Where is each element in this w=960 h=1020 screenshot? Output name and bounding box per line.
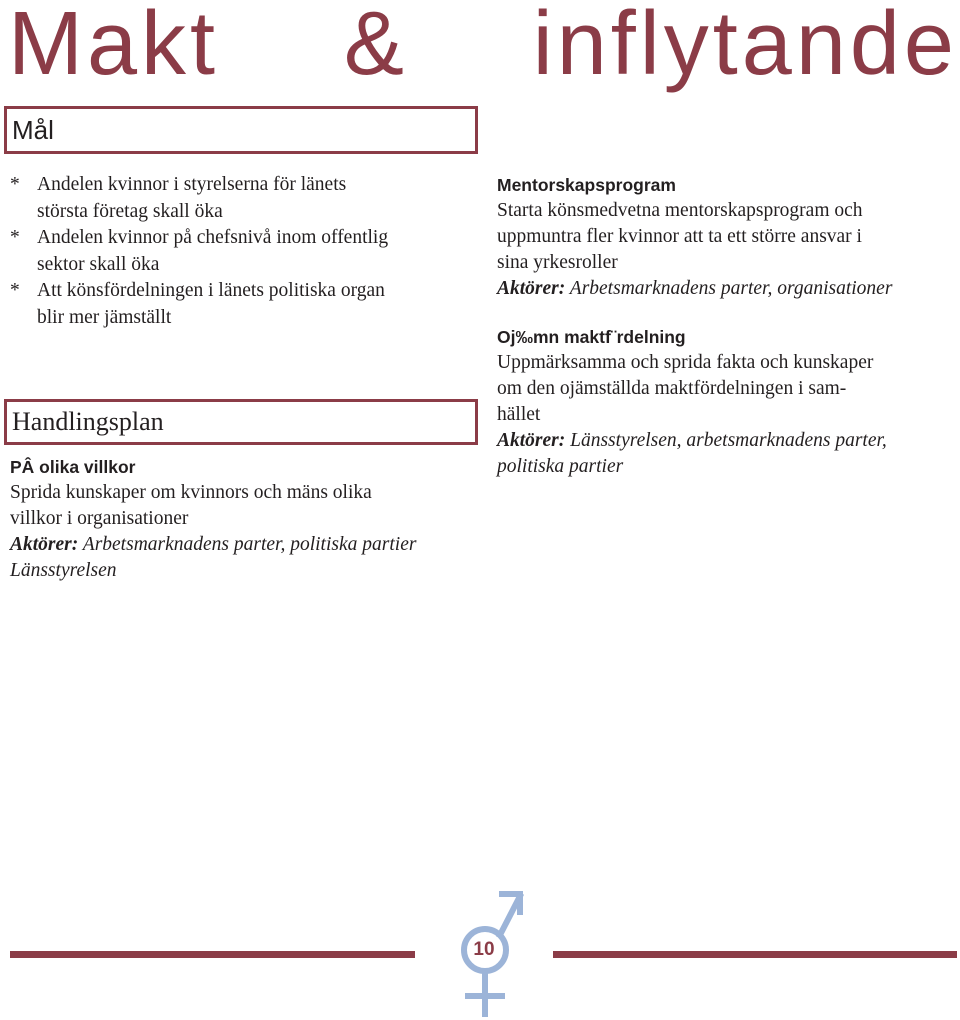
action-item-text: Sprida kunskaper om kvinnors och mäns olika bbox=[10, 482, 372, 503]
action-item-mentorskap bbox=[497, 172, 957, 302]
actors-value: Arbetsmarknadens parter, organisationer bbox=[569, 278, 893, 299]
actors-line bbox=[10, 532, 470, 558]
action-item-text: sina yrkesroller bbox=[497, 252, 618, 273]
action-item-text: Uppmärksamma och sprida fakta och kunskaper bbox=[497, 352, 874, 373]
actors-label: Aktörer: bbox=[10, 534, 79, 555]
actors-line bbox=[497, 276, 957, 302]
goal-item bbox=[10, 172, 480, 225]
goal-line: blir mer jämställt bbox=[37, 306, 172, 328]
section-heading-mal bbox=[4, 106, 478, 154]
goals-list bbox=[10, 172, 480, 331]
actors-label: Aktörer: bbox=[497, 278, 566, 299]
mal-heading-text: Mål bbox=[12, 114, 54, 145]
bullet-star: * bbox=[10, 280, 20, 301]
goal-line: sektor skall öka bbox=[37, 253, 160, 275]
goal-item bbox=[10, 278, 480, 331]
action-item-title: Mentorskapsprogram bbox=[497, 175, 676, 195]
actors-line bbox=[497, 428, 957, 454]
bullet-star: * bbox=[10, 174, 20, 195]
goal-line: Andelen kvinnor i styrelserna för länets bbox=[37, 174, 347, 195]
action-item-text: villkor i organisationer bbox=[10, 508, 189, 529]
title-word-makt: Makt bbox=[8, 0, 220, 94]
action-item-olika-villkor bbox=[10, 454, 470, 584]
page-number: 10 bbox=[473, 939, 495, 960]
goal-line: Att könsfördelningen i länets politiska organ bbox=[37, 280, 385, 301]
footer-rule-right bbox=[553, 951, 957, 958]
footer-rule-left bbox=[10, 951, 415, 958]
page-title bbox=[8, 0, 958, 94]
bullet-star: * bbox=[10, 227, 20, 248]
action-item-text: uppmuntra fler kvinnor att ta ett större ansvar i bbox=[497, 226, 862, 247]
goal-line: största företag skall öka bbox=[37, 200, 223, 222]
title-ampersand: & bbox=[343, 0, 408, 94]
action-item-title: PÂ olika villkor bbox=[10, 457, 136, 477]
section-heading-handlingsplan bbox=[4, 399, 478, 445]
action-item-text: om den ojämställda maktfördelningen i sam- bbox=[497, 378, 847, 399]
handlingsplan-heading-text: Handlingsplan bbox=[12, 407, 164, 436]
title-word-inflytande: inflytande bbox=[532, 0, 958, 94]
actors-label: Aktörer: bbox=[497, 430, 566, 451]
action-item-text: Starta könsmedvetna mentorskapsprogram och bbox=[497, 200, 863, 221]
goal-line: Andelen kvinnor på chefsnivå inom offentlig bbox=[37, 227, 389, 248]
actors-value: politiska partier bbox=[497, 456, 624, 477]
action-item-title: Oj‰mn maktf¨rdelning bbox=[497, 327, 686, 347]
goal-item bbox=[10, 225, 480, 278]
action-item-ojamn-maktfordelning bbox=[497, 324, 957, 480]
action-item-text: hället bbox=[497, 404, 541, 425]
actors-value: Arbetsmarknadens parter, politiska partier bbox=[82, 534, 417, 555]
actors-value: Länsstyrelsen bbox=[10, 560, 117, 581]
actors-value: Länsstyrelsen, arbetsmarknadens parter, bbox=[570, 430, 887, 451]
